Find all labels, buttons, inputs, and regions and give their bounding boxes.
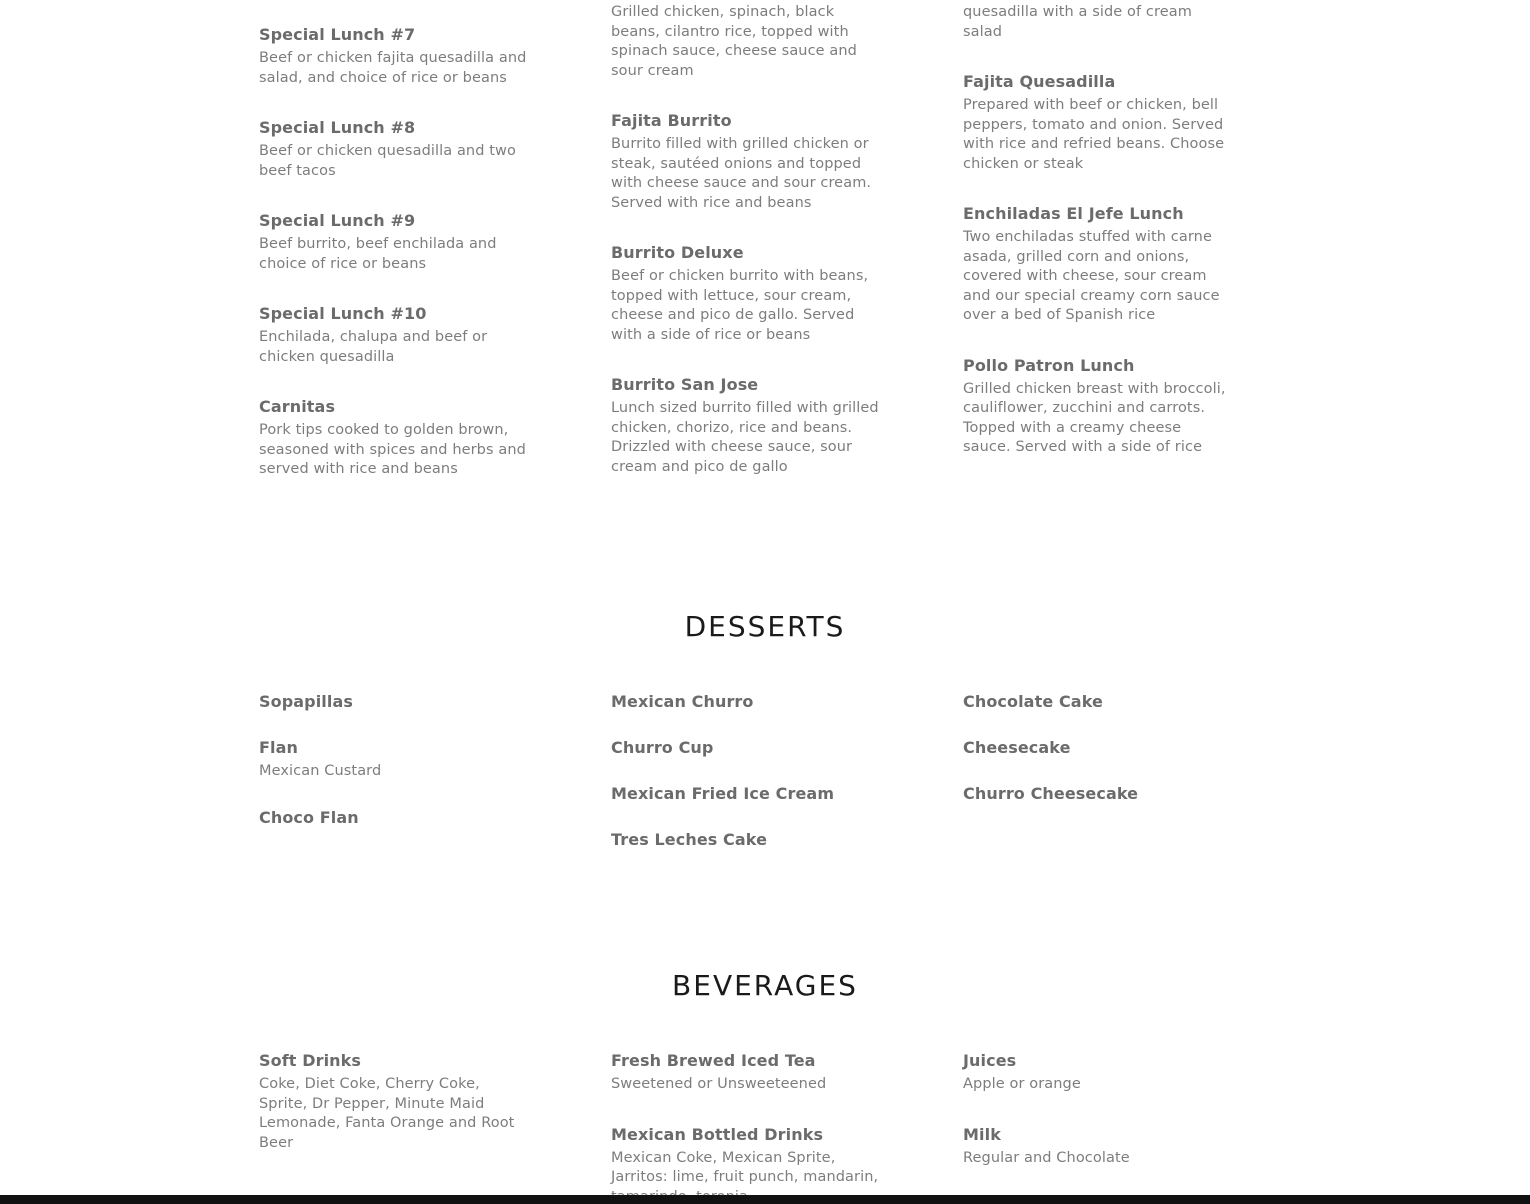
menu-item-name: Choco Flan: [259, 807, 359, 827]
menu-item-name: Churro Cup: [611, 738, 714, 757]
menu-item: [259, 25, 527, 88]
menu-item-name: Burrito San Jose: [611, 375, 759, 394]
menu-item-name: Enchiladas El Jefe Lunch: [963, 204, 1184, 223]
menu-item-description: Beef or chicken burrito with beans, topped with lettuce, sour cream, cheese and pico de gallo. Served with a side of rice or beans: [611, 268, 869, 343]
menu-item-name: Special Lunch #10: [259, 304, 427, 323]
menu-item-name: Tres Leches Cake: [611, 830, 768, 849]
menu-item-name: Fajita Burrito: [611, 111, 732, 130]
menu-item-description: Coke, Diet Coke, Cherry Coke, Sprite, Dr Pepper, Minute Maid Lemonade, Fanta Orange and Root Beer: [259, 1076, 515, 1151]
menu-item-name: Churro Cheesecake: [963, 784, 1139, 803]
menu-item: [259, 1051, 527, 1153]
menu-item-name: Mexican Churro: [611, 692, 754, 711]
menu-item-name: Juices: [963, 1051, 1017, 1070]
menu-item-description: Mexican Custard: [259, 763, 382, 779]
beverages-column-1: [259, 1051, 527, 1183]
menu-item: [259, 692, 527, 712]
menu-item: [611, 111, 879, 213]
menu-item-name: Soft Drinks: [259, 1051, 362, 1070]
menu-item: [963, 692, 1231, 712]
menu-item: [259, 397, 527, 480]
menu-item-description: Lunch sized burrito filled with grilled chicken, chorizo, rice and beans. Drizzled with cheese sauce, sour cream and pico de gallo: [611, 400, 879, 475]
menu-item: [259, 211, 527, 274]
menu-item-name: Carnitas: [259, 397, 336, 416]
menu-item: [611, 3, 879, 81]
menu-item-name: Mexican Bottled Drinks: [611, 1124, 824, 1144]
menu-item-description: Mexican Coke, Mexican Sprite, Jarritos: lime, fruit punch, mandarin,: [611, 1149, 879, 1185]
menu-item-description: Pork tips cooked to golden brown, seasoned with spices and herbs and served with rice and beans: [259, 422, 526, 477]
menu-item-description: Two enchiladas stuffed with carne asada, grilled corn and onions, covered with cheese, sour cream and our special creamy corn sauce over a bed of Spanish rice: [963, 229, 1220, 323]
menu-item: [611, 1125, 879, 1204]
menu-item-name: Cheesecake: [963, 738, 1071, 757]
menu-item-name: Fajita Quesadilla: [963, 72, 1116, 91]
menu-item: [259, 304, 527, 367]
beverages-column-2: [611, 1051, 879, 1204]
menu-item: [963, 784, 1231, 804]
lunch-column-1: [259, 25, 527, 510]
menu-item: [963, 1125, 1231, 1169]
beverages-column-3: [963, 1051, 1231, 1198]
desserts-section-title: DESSERTS: [684, 610, 846, 643]
menu-item-name: Fresh Brewed Iced Tea: [611, 1051, 816, 1070]
menu-item-description: Beef or chicken fajita quesadilla and salad, and choice of rice or beans: [259, 50, 527, 86]
menu-item: [611, 784, 879, 804]
menu-item-name: Special Lunch #8: [259, 118, 416, 137]
menu-item: [611, 243, 879, 345]
menu-item-name: Chocolate Cake: [963, 692, 1103, 711]
menu-item-name: Mexican Fried Ice Cream: [611, 784, 835, 803]
bottom-bar: [0, 1195, 1530, 1204]
menu-item: [611, 738, 879, 758]
menu-item-name: Special Lunch #7: [259, 25, 416, 44]
menu-item: [611, 375, 879, 477]
desserts-column-1: [259, 692, 527, 854]
menu-item-name: Flan: [259, 738, 299, 757]
menu-item-name: Burrito Deluxe: [611, 243, 744, 262]
menu-item-description: Grilled chicken breast with broccoli, cauliflower, zucchini and carrots. Topped with a creamy cheese sauce. Served with a side of rice: [963, 380, 1226, 455]
menu-item: [611, 1051, 879, 1095]
menu-item: [963, 72, 1231, 174]
menu-item-description: Burrito filled with grilled chicken or steak, sautéed onions and topped with cheese sauce and sour cream. Served with rice and beans: [611, 136, 872, 211]
lunch-column-3: [963, 3, 1231, 488]
beverages-section-title: BEVERAGES: [672, 969, 858, 1002]
menu-item-description: Sweetened or Unsweeteened: [611, 1076, 827, 1092]
menu-item-name: Milk: [963, 1124, 1001, 1144]
menu-item-description: Apple or orange: [963, 1076, 1081, 1092]
menu-item: [963, 738, 1231, 758]
menu-item-description: Beef or chicken quesadilla and two beef tacos: [259, 143, 516, 179]
menu-item-description: Grilled chicken, spinach, black beans, cilantro rice, topped with spinach sauce, cheese sauce and sour cream: [611, 4, 857, 79]
menu-item-name: Sopapillas: [259, 692, 353, 711]
menu-item-description: Beef burrito, beef enchilada and choice of rice or beans: [259, 236, 497, 272]
lunch-column-2: [611, 3, 879, 507]
menu-item: [963, 1051, 1231, 1095]
menu-item: [259, 738, 527, 782]
menu-item-name: Special Lunch #9: [259, 211, 416, 230]
menu-item: [259, 118, 527, 181]
menu-item: [963, 356, 1231, 458]
menu-item-description: Regular and Chocolate: [963, 1149, 1130, 1166]
menu-item: [259, 808, 527, 828]
desserts-column-2: [611, 692, 879, 876]
menu-item-description: quesadilla with a side of cream salad: [963, 4, 1192, 40]
menu-item-description: Enchilada, chalupa and beef or chicken quesadilla: [259, 329, 488, 365]
menu-item: [611, 692, 879, 712]
desserts-column-3: [963, 692, 1231, 830]
menu-item: [963, 204, 1231, 326]
menu-item: [611, 830, 879, 850]
menu-item-description: Prepared with beef or chicken, bell peppers, tomato and onion. Served with rice and refried beans. Choose chicken or steak: [963, 97, 1225, 172]
menu-item: [963, 3, 1231, 42]
menu-item-name: Pollo Patron Lunch: [963, 355, 1135, 375]
